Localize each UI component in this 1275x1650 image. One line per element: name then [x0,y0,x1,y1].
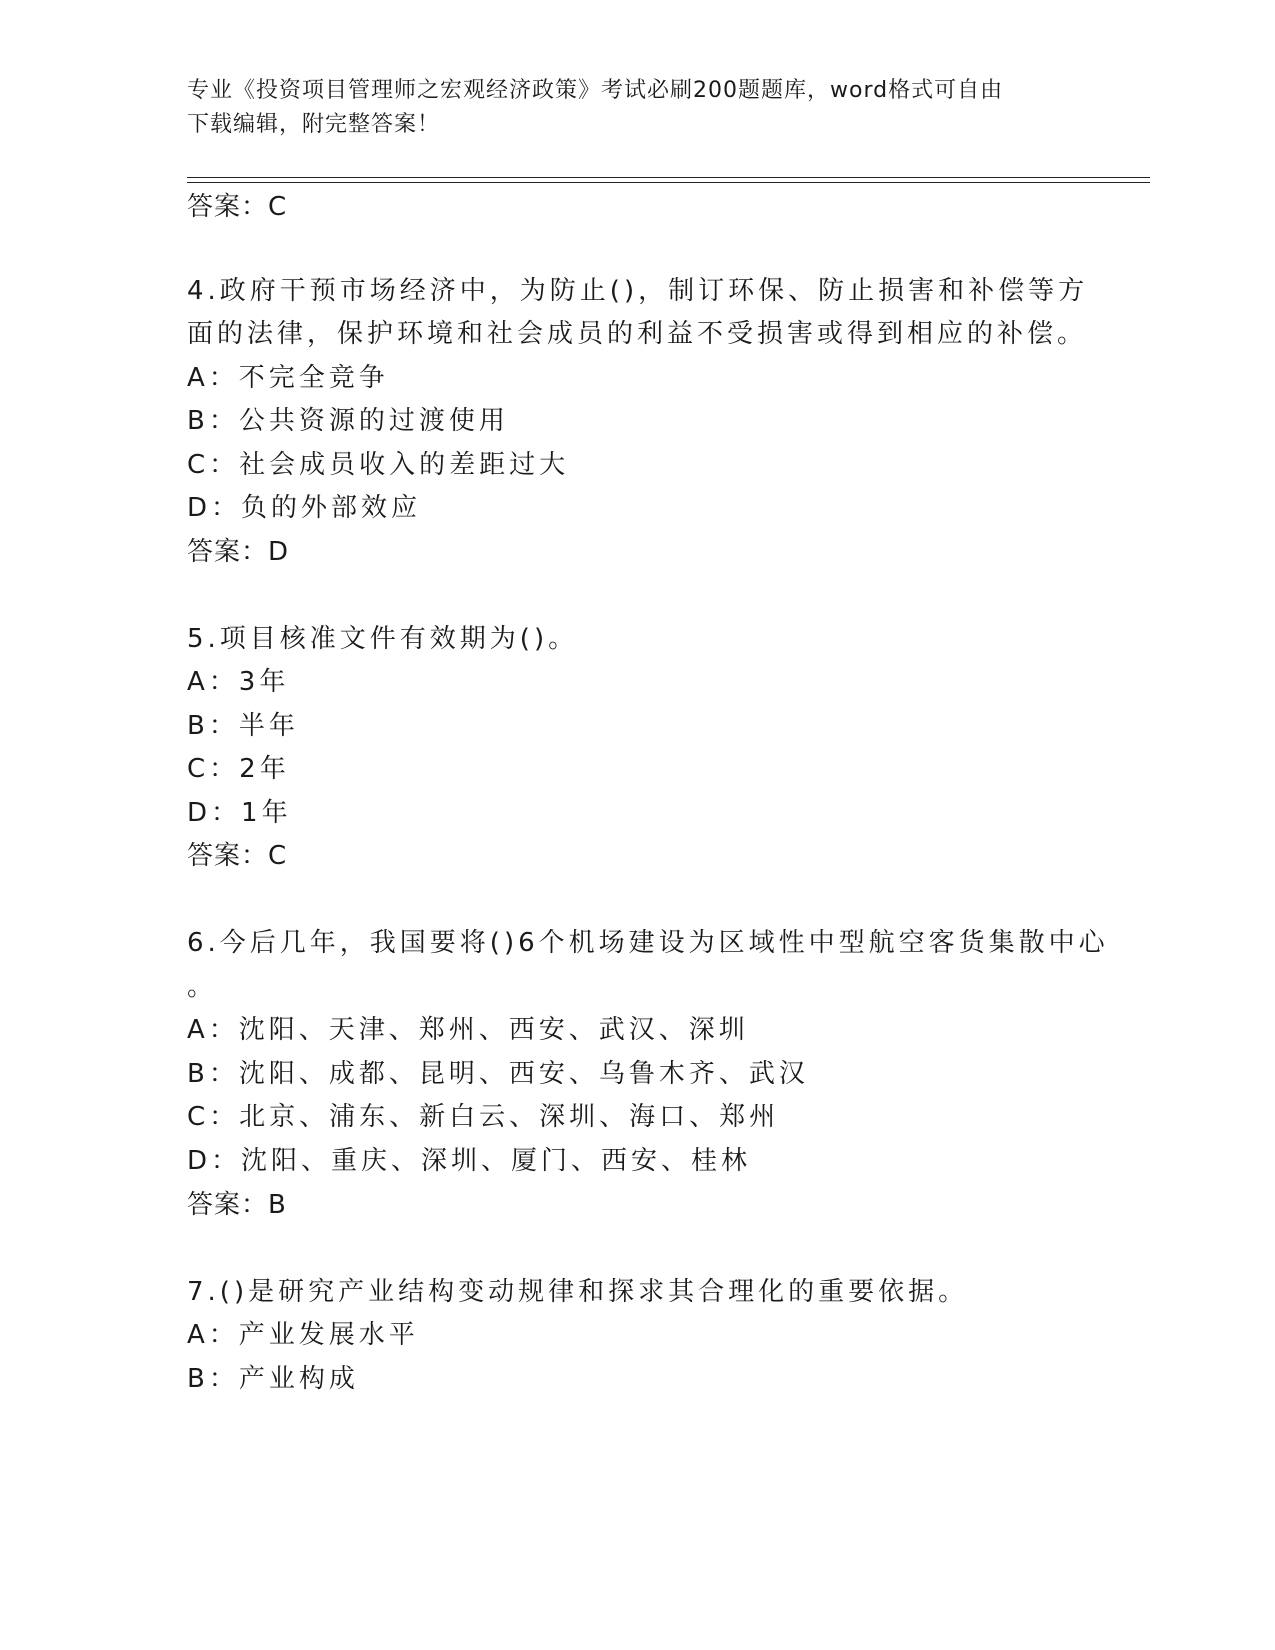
question-5-option-a: A：3年 [187,667,290,697]
question-5-option-b: B：半年 [187,711,299,741]
question-5-option-d: D：1年 [187,798,292,828]
question-6-option-b: B：沈阳、成都、昆明、西安、乌鲁木齐、武汉 [187,1059,809,1089]
question-6-option-a: A：沈阳、天津、郑州、西安、武汉、深圳 [187,1015,749,1045]
document-header [187,74,1087,142]
question-5-option-c: C：2年 [187,754,290,784]
question-6-option-c: C：北京、浦东、新白云、深圳、海口、郑州 [187,1102,780,1132]
question-4-answer: 答案：D [187,537,290,567]
question-5-text: 5.项目核准文件有效期为()。 [187,624,579,654]
question-6-option-d: D：沈阳、重庆、深圳、厦门、西安、桂林 [187,1146,752,1176]
question-4-option-a: A：不完全竞争 [187,363,389,393]
question-7-text: 7.()是研究产业结构变动规律和探求其合理化的重要依据。 [187,1277,969,1307]
question-6-text-line-1: 6.今后几年，我国要将()6个机场建设为区域性中型航空客货集散中心 [187,928,1109,958]
previous-answer: 答案：C [187,192,288,222]
question-4-option-d: D：负的外部效应 [187,493,422,523]
question-4-option-c: C：社会成员收入的差距过大 [187,450,570,480]
question-4-option-b: B：公共资源的过渡使用 [187,406,509,436]
header-line-1: 专业《投资项目管理师之宏观经济政策》考试必刷200题题库，word格式可自由 [187,78,1004,103]
question-7-option-b: B：产业构成 [187,1364,359,1394]
question-5-answer: 答案：C [187,841,288,871]
header-divider-top [187,177,1150,178]
question-4-text-line-1: 4.政府干预市场经济中，为防止()，制订环保、防止损害和补偿等方 [187,276,1089,306]
header-line-2: 下载编辑，附完整答案！ [187,112,441,137]
question-6-text-line-2: 。 [187,972,218,1002]
header-divider-bottom [187,182,1150,183]
question-4-text-line-2: 面的法律，保护环境和社会成员的利益不受损害或得到相应的补偿。 [187,319,1088,349]
question-6-answer: 答案：B [187,1190,287,1220]
question-7-option-a: A：产业发展水平 [187,1320,419,1350]
